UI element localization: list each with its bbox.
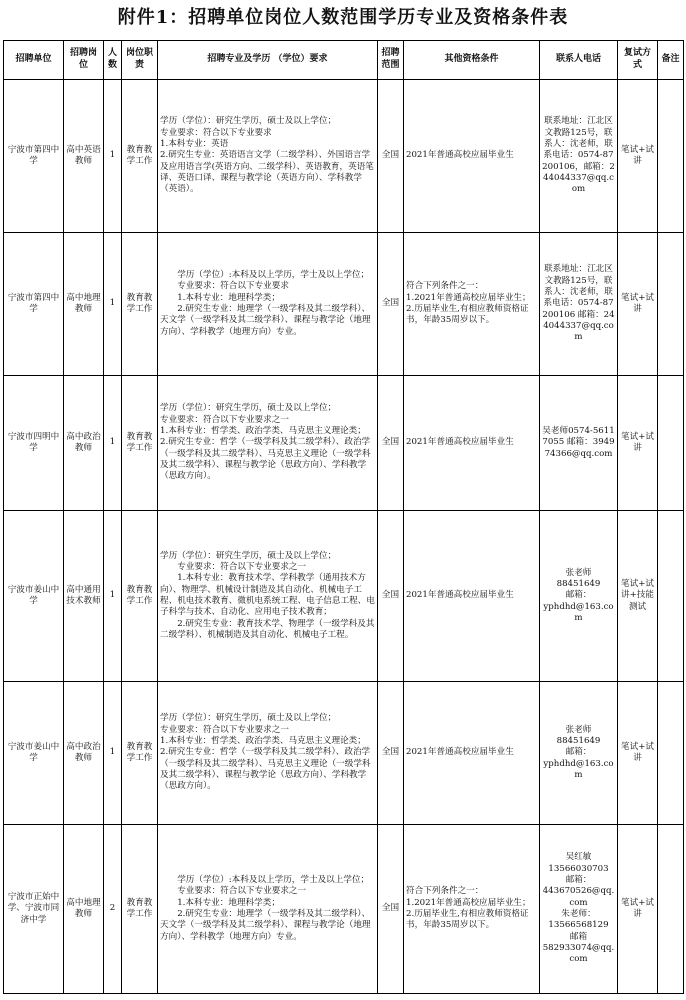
req-line: 学历（学位）：研究生学历，硕士及以上学位； <box>160 403 337 414</box>
page-title: 附件1：招聘单位岗位人数范围学历专业及资格条件表 <box>117 7 569 28</box>
header-row <box>4 41 684 80</box>
req-line: 学历（学位）:本科及以上学历，学士及以上学位； <box>177 874 370 885</box>
cell-count: 1 <box>104 233 122 376</box>
cell-other <box>404 682 540 825</box>
header-method: 复试方式 <box>618 41 658 80</box>
cell-unit: 宁波市姜山中学 <box>4 682 64 825</box>
req-line: 学历（学位）：研究生学历，硕士及以上学位； <box>160 116 337 127</box>
req-line: 1.本科专业：地理科学类； <box>177 897 280 908</box>
cell-duty: 教育教学工作 <box>122 233 158 376</box>
req-line: 1.本科专业：哲学类、政治学类、马克思主义理论类； <box>160 425 366 436</box>
header-duty: 岗位职责 <box>122 41 158 80</box>
contact-line: 吴红敏 <box>565 852 592 863</box>
table-row <box>4 511 684 682</box>
cell-contact <box>540 376 618 511</box>
req-line: 1.本科专业：地理科学类； <box>177 292 280 303</box>
cell-method: 笔试+试讲 <box>618 682 658 825</box>
cell-requirements <box>158 233 378 376</box>
cell-unit: 宁波市第四中学 <box>4 80 64 233</box>
cell-other <box>404 80 540 233</box>
cell-count: 1 <box>104 511 122 682</box>
cell-method: 笔试+试讲 <box>618 80 658 233</box>
cell-unit: 宁波市正始中学、宁波市同济中学 <box>4 825 64 994</box>
contact-line: 朱老师： <box>561 909 596 919</box>
cell-requirements <box>158 376 378 511</box>
cell-other <box>404 233 540 376</box>
cell-scope: 全国 <box>378 80 404 233</box>
other-line: 2021年普通高校应届毕业生 <box>406 150 514 161</box>
req-line: 专业要求：符合以下专业要求 <box>160 127 272 138</box>
req-line: 2.研究生专业：教育技术学、物理学（一级学科及其二级学科）、机械制造及其自动化、机械电子工程。 <box>160 618 375 641</box>
cell-duty: 教育教学工作 <box>122 825 158 994</box>
cell-unit: 宁波市姜山中学 <box>4 511 64 682</box>
cell-method: 笔试+试讲 <box>618 825 658 994</box>
cell-other <box>404 376 540 511</box>
contact-line: 邮箱： <box>565 590 592 601</box>
req-line: 1.本科专业：教育技术学、学科教学（通用技术方向）、物理学、机械设计制造及其自动化、机械电子工程、机电技术教育、微机电系统工程、电子信息工程、电子科学与技术、自动化、应用电子技术教育； <box>160 573 375 618</box>
cell-requirements <box>158 80 378 233</box>
other-line: 1.2021年普通高校应届毕业生； <box>406 897 531 908</box>
cell-duty: 教育教学工作 <box>122 80 158 233</box>
cell-count: 1 <box>104 682 122 825</box>
other-line: 2.历届毕业生,有相应教师资格证书，年龄35周岁以下。 <box>406 909 529 931</box>
header-count: 人数 <box>104 41 122 80</box>
contact-line: yphdhd@163.com <box>543 758 614 781</box>
table-row <box>4 80 684 233</box>
cell-requirements <box>158 825 378 994</box>
cell-post: 高中地理教师 <box>64 825 104 994</box>
cell-unit: 宁波市四明中学 <box>4 376 64 511</box>
header-other: 其他资格条件 <box>404 41 540 80</box>
contact-line: 582933074@qq.com <box>542 943 615 965</box>
contact-line: 联系地址：江北区文教路125号，联系人：沈老师，联系电话：0574-87200106 邮箱：244044337@qq.com <box>542 264 615 343</box>
contact-line: 443670526@qq.com <box>542 886 615 908</box>
cell-contact <box>540 511 618 682</box>
other-line: 符合下列条件之一： <box>406 281 484 292</box>
recruitment-table <box>3 40 684 994</box>
cell-contact <box>540 682 618 825</box>
contact-line: 邮箱： <box>565 874 592 885</box>
header-unit: 招聘单位 <box>4 41 64 80</box>
cell-scope: 全国 <box>378 376 404 511</box>
req-line: 专业要求：符合以下专业要求之一 <box>177 561 307 572</box>
req-line: 2.研究生专业：哲学（一级学科及其二级学科）、政治学（一级学科及其二级学科）、马克思主义理论（一级学科及其二级学科）、课程与教学论（思政方向）、学科教学（思政方向）。 <box>160 437 371 482</box>
req-line: 2.研究生专业：地理学（一级学科及其二级学科）、天文学（一级学科及其二级学科）、课程与教学论（地理方向）、学科教学（地理方向）专业。 <box>160 304 371 337</box>
cell-contact <box>540 80 618 233</box>
cell-requirements <box>158 682 378 825</box>
cell-count: 1 <box>104 376 122 511</box>
req-line: 1.本科专业：英语 <box>160 138 229 149</box>
cell-scope: 全国 <box>378 682 404 825</box>
cell-count: 1 <box>104 80 122 233</box>
other-line: 2021年普通高校应届毕业生 <box>406 747 514 758</box>
cell-note <box>658 511 684 682</box>
other-line: 符合下列条件之一： <box>406 886 484 897</box>
cell-method: 笔试+试讲 <box>618 376 658 511</box>
cell-post: 高中政治教师 <box>64 376 104 511</box>
contact-line: 张老师 <box>565 724 592 735</box>
cell-note <box>658 80 684 233</box>
cell-note <box>658 825 684 994</box>
req-line: 学历（学位）：研究生学历，硕士及以上学位； <box>160 550 337 561</box>
other-line: 2021年普通高校应届毕业生 <box>406 437 514 448</box>
contact-line: 88451649 <box>556 578 601 589</box>
header-scope: 招聘范围 <box>378 41 404 80</box>
header-contact: 联系人电话 <box>540 41 618 80</box>
header-note: 备注 <box>658 41 684 80</box>
cell-scope: 全国 <box>378 825 404 994</box>
contact-line: 吴老师0574-56117055 邮箱：394974366@qq.com <box>542 425 615 459</box>
contact-line: 联系地址：江北区文教路125号，联系人：沈老师，联系电话：0574-87200106，邮箱：244044337@qq.com <box>542 116 615 195</box>
cell-unit: 宁波市第四中学 <box>4 233 64 376</box>
cell-scope: 全国 <box>378 233 404 376</box>
req-line: 2.研究生专业：地理学（一级学科及其二级学科）、天文学（一级学科及其二级学科）、课程与教学论（地理方向）、学科教学（地理方向）专业。 <box>160 909 371 942</box>
contact-line: 张老师 <box>565 567 592 578</box>
req-line: 专业要求：符合以下专业要求之一 <box>160 414 289 425</box>
contact-line: yphdhd@163.com <box>543 601 614 624</box>
other-line: 2.历届毕业生,有相应教师资格证书，年龄35周岁以下。 <box>406 304 529 326</box>
contact-line: 邮箱： <box>565 747 592 758</box>
cell-post: 高中地理教师 <box>64 233 104 376</box>
contact-line: 邮箱 <box>569 931 588 942</box>
req-line: 2.研究生专业：英语语言文学（二级学科）、外国语言学及应用语言学(英语方向、二级学科）、英语教育，英语笔译、英语口译、课程与教学论（英语方向）、学科教学（英语）。 <box>160 150 374 195</box>
req-line: 学历（学位）:本科及以上学历，学士及以上学位； <box>177 269 370 280</box>
table-row <box>4 233 684 376</box>
table-row <box>4 682 684 825</box>
cell-duty: 教育教学工作 <box>122 511 158 682</box>
cell-method: 笔试+试讲+技能测试 <box>618 511 658 682</box>
other-line: 2021年普通高校应届毕业生 <box>406 590 514 601</box>
contact-line: 13566030703 <box>548 863 609 874</box>
req-line: 专业要求：符合以下专业要求之一 <box>160 724 289 735</box>
cell-contact <box>540 825 618 994</box>
cell-duty: 教育教学工作 <box>122 682 158 825</box>
req-line: 2.研究生专业：哲学（一级学科及其二级学科）、政治学（一级学科及其二级学科）、马克思主义理论（一级学科及其二级学科）、课程与教学论（思政方向）、学科教学（思政方向）。 <box>160 747 371 792</box>
cell-note <box>658 376 684 511</box>
cell-scope: 全国 <box>378 511 404 682</box>
req-line: 专业要求：符合以下专业要求 <box>177 281 289 292</box>
req-line: 学历（学位）：研究生学历，硕士及以上学位； <box>160 713 337 724</box>
header-requirements: 招聘专业及学历 （学位）要求 <box>158 41 378 80</box>
cell-post: 高中英语教师 <box>64 80 104 233</box>
contact-line: 88451649 <box>556 735 601 746</box>
req-line: 专业要求：符合以下专业要求之一 <box>177 886 307 897</box>
req-line: 1.本科专业：哲学类、政治学类、马克思主义理论类； <box>160 735 366 746</box>
header-post: 招聘岗位 <box>64 41 104 80</box>
cell-count: 2 <box>104 825 122 994</box>
cell-note <box>658 233 684 376</box>
cell-note <box>658 682 684 825</box>
contact-line: 13566568129 <box>548 920 609 931</box>
table-row <box>4 376 684 511</box>
other-line: 1.2021年普通高校应届毕业生； <box>406 292 531 303</box>
cell-contact <box>540 233 618 376</box>
cell-other <box>404 825 540 994</box>
cell-post: 高中通用技术教师 <box>64 511 104 682</box>
table-row <box>4 825 684 994</box>
cell-other <box>404 511 540 682</box>
cell-post: 高中政治教师 <box>64 682 104 825</box>
cell-requirements <box>158 511 378 682</box>
cell-method: 笔试+试讲 <box>618 233 658 376</box>
cell-duty: 教育教学工作 <box>122 376 158 511</box>
